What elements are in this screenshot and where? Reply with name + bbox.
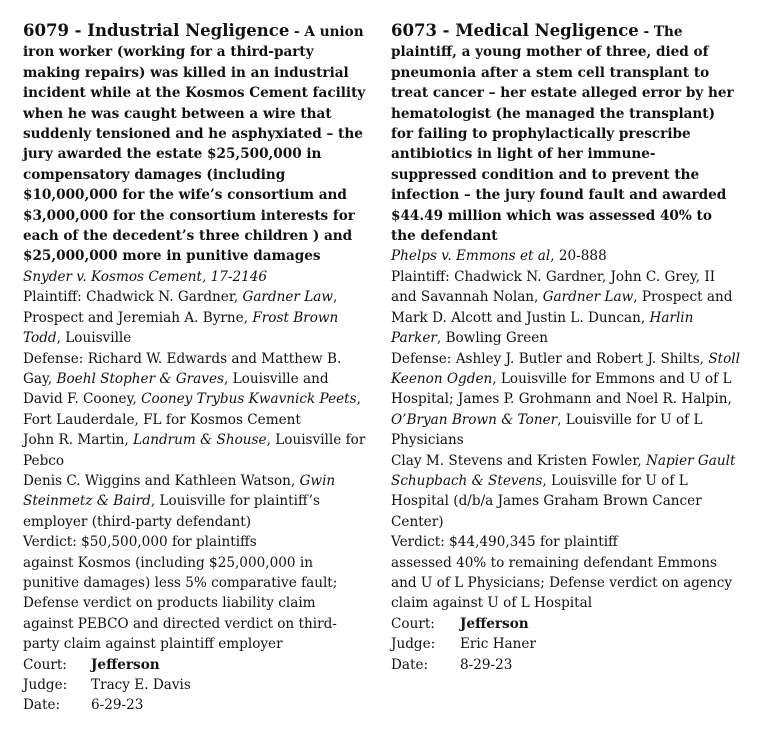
case-6073-judge [391, 634, 741, 654]
case-6073-defense-2 [391, 451, 741, 533]
defense-firm-2: O’Bryan Brown & Toner [391, 411, 558, 428]
judge-value: Eric Haner [460, 636, 536, 653]
plaintiff-location: , Louisville [56, 330, 132, 347]
case-6079-summary: - A union iron worker (working for a third-party making repairs) was killed in an industrial incident while at the Kosmos Cement facility when he was caught between a wire that suddenly tensioned and he asphyxiated – the jury awarded the estate $25,500,000 in compensatory damages (including $10,000,000 for the wife’s consortium and $3,000,000 for the consortium interests for each of the decedent’s three children ) and $25,000,000 more in punitive damages [23, 24, 366, 265]
case-6073-defense [391, 349, 741, 451]
case-6073-verdict: Verdict: $44,490,345 for plaintiff [391, 534, 618, 551]
defense-label: Defense: [23, 350, 84, 367]
defense-firm-2: Cooney Trybus Kwavnick Peets [141, 391, 357, 408]
case-6073-summary: - The plaintiff, a young mother of three, died of pneumonia after a stem cell transplant to treat cancer – her estate alleged error by her hematologist (he managed the transplant) for failing to prophylactically prescribe antibiotics in light of her immune-suppressed condition and to prevent the infection – the jury found fault and awarded $44.49 million which was assessed 40% to the defendant [391, 24, 734, 245]
defense-3-firm: Gwin Steinmetz & Baird [23, 472, 336, 510]
defense-attorneys: Richard W. Edwards and Matthew B. Gay, [23, 350, 342, 387]
defense-firm: Boehl Stopher & Graves [56, 370, 224, 387]
defense-2-attorney: John R. Martin, [23, 432, 134, 449]
plaintiff-firm: Gardner Law [542, 289, 634, 306]
court-value: Jefferson [91, 656, 160, 673]
defense-2-firm: Landrum & Shouse [133, 432, 267, 449]
defense-2-attorneys: Clay M. Stevens and Kristen Fowler, [391, 452, 647, 469]
case-6073-title: 6073 - Medical Negligence [391, 21, 639, 40]
case-6079-title: 6079 - Industrial Negligence [23, 21, 290, 40]
case-6079-defense-3 [23, 471, 368, 532]
court-label: Court: [391, 615, 435, 632]
case-6079-verdict: Verdict: $50,500,000 for plaintiffs [23, 534, 257, 551]
date-value: 6-29-23 [91, 697, 144, 714]
case-6079-column [23, 21, 368, 716]
judge-label: Judge: [391, 636, 436, 653]
defense-2-firm: Napier Gault Schupbach & Stevens [391, 452, 736, 489]
plaintiff-attorneys-cont: , Prospect and Jeremiah A. Byrne, [23, 289, 338, 326]
case-6073-citation-name: Phelps v. Emmons et al [391, 248, 551, 265]
case-6073-plaintiff [391, 267, 741, 349]
plaintiff-firm-2: Frost Brown Todd [23, 309, 339, 347]
case-6073-citation-number: , 20-888 [550, 248, 607, 265]
plaintiff-firm-2: Harlin Parker [391, 309, 694, 347]
date-label: Date: [23, 697, 61, 714]
case-6079-citation: Snyder v. Kosmos Cement, 17-2146 [23, 268, 268, 285]
date-value: 8-29-23 [460, 656, 513, 673]
defense-2-party: , Louisville for U of L Hospital (d/b/a James Graham Brown Cancer Center) [391, 472, 702, 530]
plaintiff-label: Plaintiff: [391, 268, 450, 285]
date-label: Date: [391, 656, 429, 673]
case-6079-header [23, 21, 368, 267]
court-value: Jefferson [460, 615, 529, 632]
plaintiff-label: Plaintiff: [23, 289, 82, 306]
judge-label: Judge: [23, 677, 68, 693]
defense-attorneys-cont: , Louisville and David F. Cooney, [23, 370, 329, 408]
defense-party: , Louisville for U of L Physicians [391, 411, 703, 449]
defense-attorneys-cont: , Louisville for Emmons and U of L Hospital; James P. Grohmann and Noel R. Halpin, [391, 370, 732, 408]
plaintiff-firm: Gardner Law [242, 289, 334, 306]
case-6079-court [23, 655, 368, 675]
court-label: Court: [23, 656, 67, 673]
case-6079-date [23, 695, 368, 715]
judge-value: Tracy E. Davis [91, 677, 191, 693]
defense-firm: Stoll Keenon Ogden [391, 350, 740, 387]
defense-3-attorneys: Denis C. Wiggins and Kathleen Watson, [23, 472, 300, 489]
case-6073-court [391, 614, 741, 634]
defense-attorneys: Ashley J. Butler and Robert J. Shilts, [451, 350, 709, 367]
case-6079-verdict-details: against Kosmos (including $25,000,000 in punitive damages) less 5% comparative fault; Defense verdict on products liability claim against PEBCO and directed verdict on third-party claim against plaintiff employer [23, 554, 338, 653]
plaintiff-attorneys: Chadwick N. Gardner, John C. Grey, II and Savannah Nolan, [391, 268, 716, 306]
case-6073-date [391, 655, 741, 675]
defense-3-party: , Louisville for plaintiff’s employer (third-party defendant) [23, 493, 320, 530]
case-6073-verdict-details: assessed 40% to remaining defendant Emmons and U of L Physicians; Defense verdict on agency claim against U of L Hospital [391, 554, 733, 612]
case-6073-citation [391, 246, 741, 266]
plaintiff-attorneys-cont: , Prospect and Mark D. Alcott and Justin L. Duncan, [391, 289, 733, 326]
defense-2-party: , Louisville for Pebco [23, 432, 366, 469]
defense-party: , Fort Lauderdale, FL for Kosmos Cement [23, 391, 361, 428]
case-6079-plaintiff [23, 287, 368, 348]
case-6079-defense [23, 349, 368, 431]
case-6079-judge [23, 675, 368, 695]
case-6073-header [391, 21, 741, 246]
plaintiff-location: , Bowling Green [436, 330, 549, 347]
plaintiff-attorneys: Chadwick N. Gardner, [81, 289, 243, 306]
case-6073-column [391, 21, 741, 675]
defense-label: Defense: [391, 350, 452, 367]
case-6079-defense-2 [23, 430, 368, 471]
